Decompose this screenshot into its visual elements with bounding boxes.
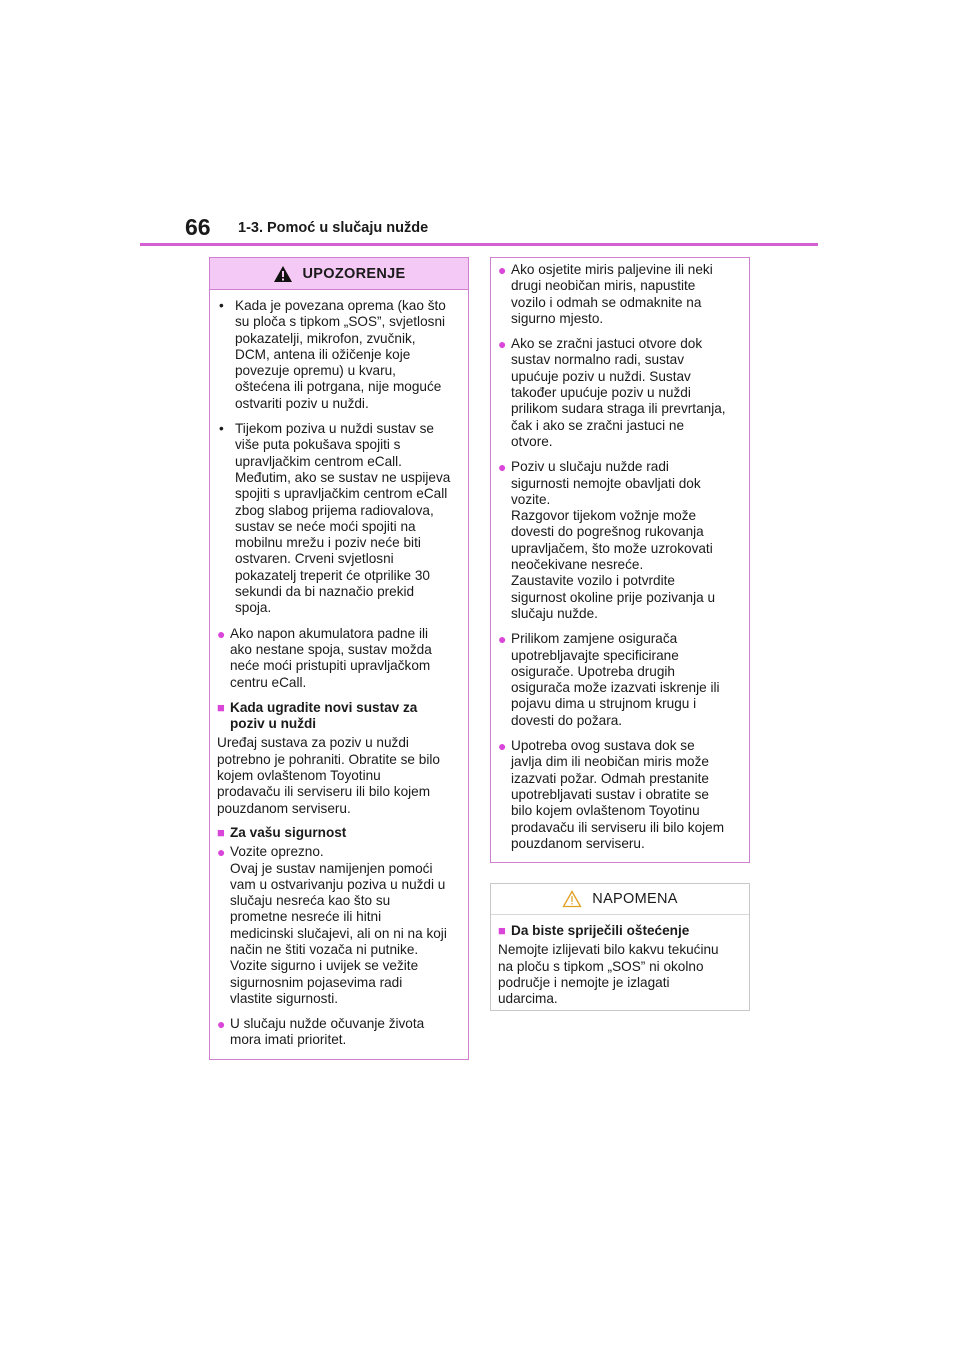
list-item: ● Upotreba ovog sustava dok se javlja dim ili neobičan miris može izazvati požar. Odmah prestanite upotrebljavati sustav i obratite se bilo kojem ovlaštenom Toyotinu prodavaču ili serviseru ili bilo kojem pouzdanom serviseru.: [498, 738, 725, 851]
list-item: ● Ako osjetite miris paljevine ili neki drugi neobičan miris, napustite vozilo i odmah se odmaknite na sigurno mjesto.: [498, 262, 713, 326]
warning-box-header: [210, 258, 468, 290]
circle-bullet-icon: ●: [217, 1016, 226, 1033]
circle-bullet-icon: ●: [498, 262, 507, 278]
note-content: [491, 915, 749, 1013]
warning-box-continued: [490, 257, 750, 863]
install-paragraph: Uređaj sustava za poziv u nuždi potrebno je pohraniti. Obratite se bilo kojem ovlaštenom Toyotinu prodavaču ili serviseru ili bilo kojem pouzdanom serviseru.: [217, 735, 440, 816]
note-box: [490, 883, 750, 1011]
list-item: ● Poziv u slučaju nužde radi sigurnosti nemojte obavljati dok vozite. Razgovor tijekom vožnje može dovesti do pogrešnog rukovanja upravljačem, što može uzrokovati neočekivane nesreće. Zaustavite vozilo i potvrdite sigurnost okoline prije pozivanja u slučaju nužde.: [498, 459, 716, 621]
list-item: • Kada je povezana oprema (kao što su ploča s tipkom „SOS”, svjetlosni pokazatelji, mikrofon, zvučnik, DCM, antena ili ožičenje koje povezuje opremu) u kvaru, oštećena ili potrgana, nije moguće ostvariti poziv u nuždi.: [219, 298, 446, 411]
circle-bullet-icon: ●: [498, 459, 507, 476]
square-bullet-icon: ■: [498, 923, 506, 938]
note-box-header: [491, 884, 749, 915]
list-item: ● U slučaju nužde očuvanje života mora imati prioritet.: [217, 1016, 425, 1048]
list-item: ● Vozite oprezno. Ovaj je sustav namijenjen pomoći vam u ostvarivanju poziva u nuždi u slučaju nesreća kao što su prometne nesreće ili hitni medicinski slučajevi, ali on ni na koji način ne štiti vozača ni putnike. Vozite sigurno i uvijek se vežite sigurnosnim pojasevima radi vlastite sigurnosti.: [217, 844, 447, 1006]
note-title: NAPOMENA: [592, 891, 678, 907]
note-paragraph: Nemojte izlijevati bilo kakvu tekućinu na ploču s tipkom „SOS” ni okolno područje i nemojte je izlagati udarcima.: [498, 942, 719, 1007]
subheading-install: ■ Kada ugradite novi sustav za poziv u nuždi: [217, 699, 418, 732]
warning-title: UPOZORENJE: [302, 265, 406, 282]
circle-bullet-icon: ●: [498, 738, 507, 755]
list-item: ● Prilikom zamjene osigurača upotrebljavajte specificirane osigurače. Upotreba drugih osigurača može izazvati iskrenje ili pojavu dima u strujnom krugu i dovesti do požara.: [498, 631, 720, 728]
page-number: 66: [185, 214, 211, 240]
warning-content: [210, 290, 468, 1064]
bullet-icon: •: [219, 298, 224, 313]
list-item: ● Ako napon akumulatora padne ili ako nestane spoja, sustav možda neće moći pristupiti upravljačkom centru eCall.: [217, 625, 432, 690]
square-bullet-icon: ■: [217, 699, 225, 715]
circle-bullet-icon: ●: [498, 631, 507, 648]
caution-outline-icon: [562, 890, 582, 908]
warning-box: [209, 257, 469, 1060]
list-item: ● Ako se zračni jastuci otvore dok sustav normalno radi, sustav upućuje poziv u nuždi. Sustav također upućuje poziv u nuždi prilikom sudara straga ili prevrtanja, čak i ako se zračni jastuci ne otvore.: [498, 336, 726, 449]
square-bullet-icon: ■: [217, 824, 225, 840]
warning-triangle-icon: [273, 265, 293, 283]
subheading-safety: ■ Za vašu sigurnost: [217, 824, 347, 840]
circle-bullet-icon: ●: [498, 336, 507, 353]
header-divider: [140, 243, 818, 246]
section-title: 1-3. Pomoć u slučaju nužde: [238, 220, 429, 236]
bullet-icon: •: [219, 421, 224, 437]
circle-bullet-icon: ●: [217, 844, 226, 861]
warning-continued-content: [491, 258, 749, 867]
circle-bullet-icon: ●: [217, 625, 226, 642]
note-subheading: ■ Da biste spriječili oštećenje: [498, 923, 690, 938]
list-item: • Tijekom poziva u nuždi sustav se više puta pokušava spojiti s upravljačkim centrom eCall. Međutim, ako se sustav ne uspijeva spojiti s upravljačkim centrom eCall zbog slabog prijema radiovalova, sustav se neće moći spojiti na mobilnu mrežu i poziv neće biti ostvaren. Crveni svjetlosni pokazatelj treperit će otprilike 30 sekundi da bi naznačio prekid spoja.: [219, 421, 451, 616]
page-header: [185, 214, 818, 246]
